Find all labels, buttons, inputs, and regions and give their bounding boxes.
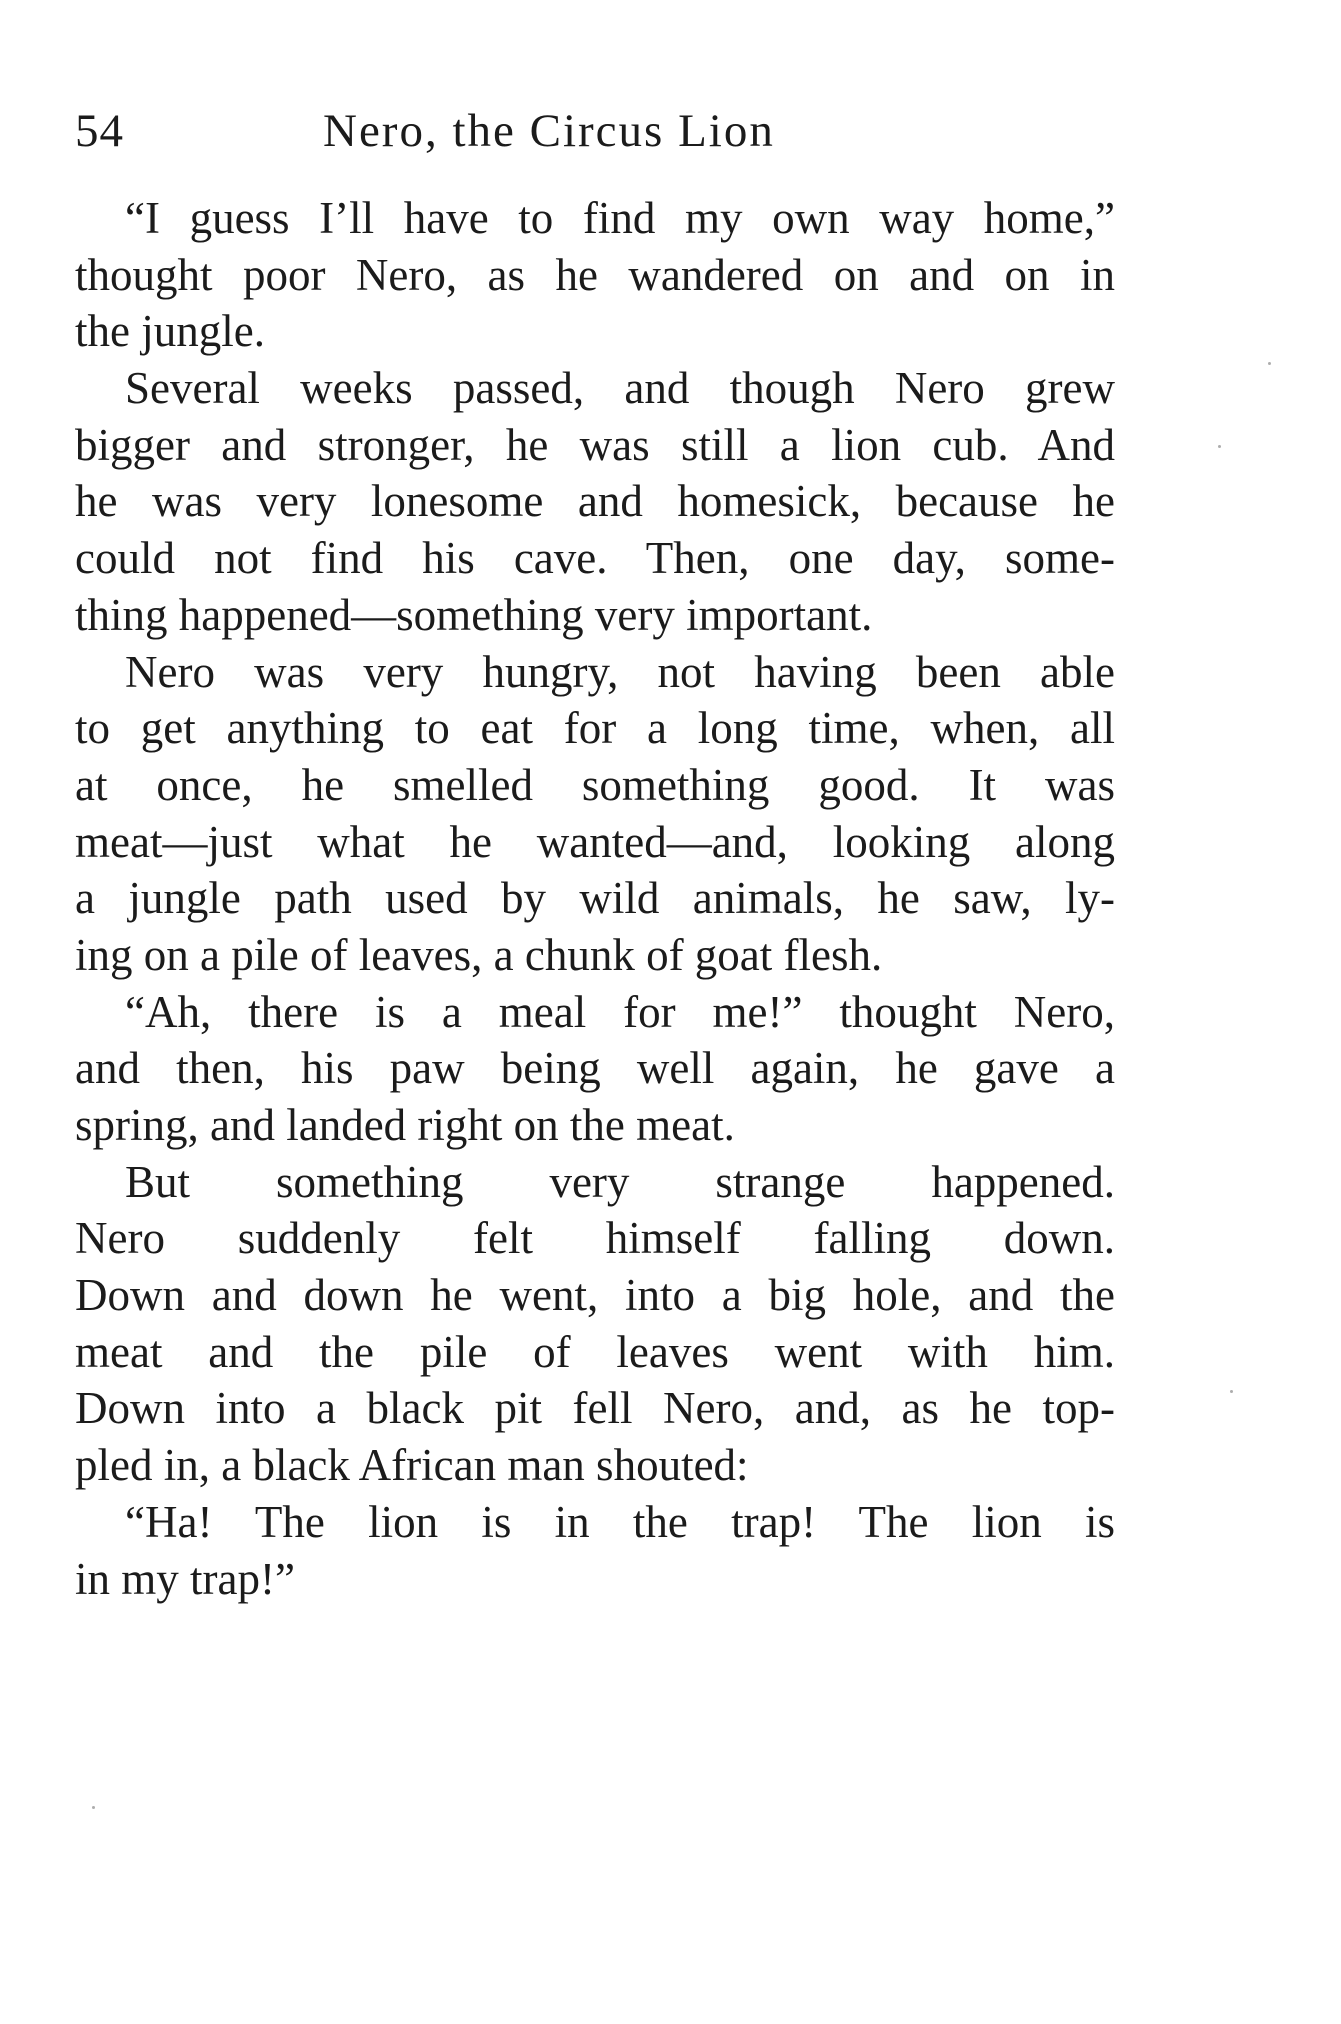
text-line: But something very strange happened. — [125, 1156, 1115, 1207]
scan-speck — [92, 1806, 95, 1809]
text-line: meat—just what he wanted—and, looking along — [75, 816, 1115, 867]
text-line: and then, his paw being well again, he gave a — [75, 1043, 1115, 1094]
text-line: a jungle path used by wild animals, he saw, ly- — [75, 873, 1115, 924]
text-line: bigger and stronger, he was still a lion cub. And — [75, 419, 1115, 470]
text-line: in my trap!” — [75, 1553, 295, 1604]
text-line: Nero was very hungry, not having been able — [125, 646, 1115, 697]
text-line: spring, and landed right on the meat. — [75, 1100, 735, 1150]
text-line: Several weeks passed, and though Nero grew — [125, 363, 1115, 414]
text-line: ing on a pile of leaves, a chunk of goat flesh. — [75, 929, 883, 980]
scan-speck — [1268, 362, 1271, 365]
text-line: thought poor Nero, as he wandered on and on in — [75, 249, 1115, 300]
text-line: “Ah, there is a meal for me!” thought Nero, — [125, 986, 1115, 1037]
scan-speck — [1218, 445, 1221, 448]
text-line: meat and the pile of leaves went with him. — [75, 1326, 1115, 1377]
text-line: could not find his cave. Then, one day, some- — [75, 533, 1115, 584]
text-line: “Ha! The lion is in the trap! The lion is — [125, 1496, 1115, 1547]
text-line: the jungle. — [75, 306, 265, 357]
page-header — [75, 96, 1115, 166]
body-text — [75, 190, 1115, 1607]
text-line: Down and down he went, into a big hole, and the — [75, 1270, 1115, 1321]
text-line: “I guess I’ll have to find my own way home,” — [125, 193, 1115, 243]
text-line: Nero suddenly felt himself falling down. — [75, 1213, 1115, 1264]
running-title: Nero, the Circus Lion — [323, 105, 775, 157]
text-line: to get anything to eat for a long time, when, all — [75, 703, 1115, 754]
text-line: Down into a black pit fell Nero, and, as he top- — [75, 1383, 1115, 1434]
text-line: at once, he smelled something good. It was — [75, 759, 1115, 810]
scan-speck — [1230, 1390, 1233, 1393]
text-line: thing happened—something very important. — [75, 589, 873, 640]
text-line: pled in, a black African man shouted: — [75, 1440, 749, 1491]
text-line: he was very lonesome and homesick, because he — [75, 476, 1115, 527]
page-number: 54 — [75, 105, 124, 157]
